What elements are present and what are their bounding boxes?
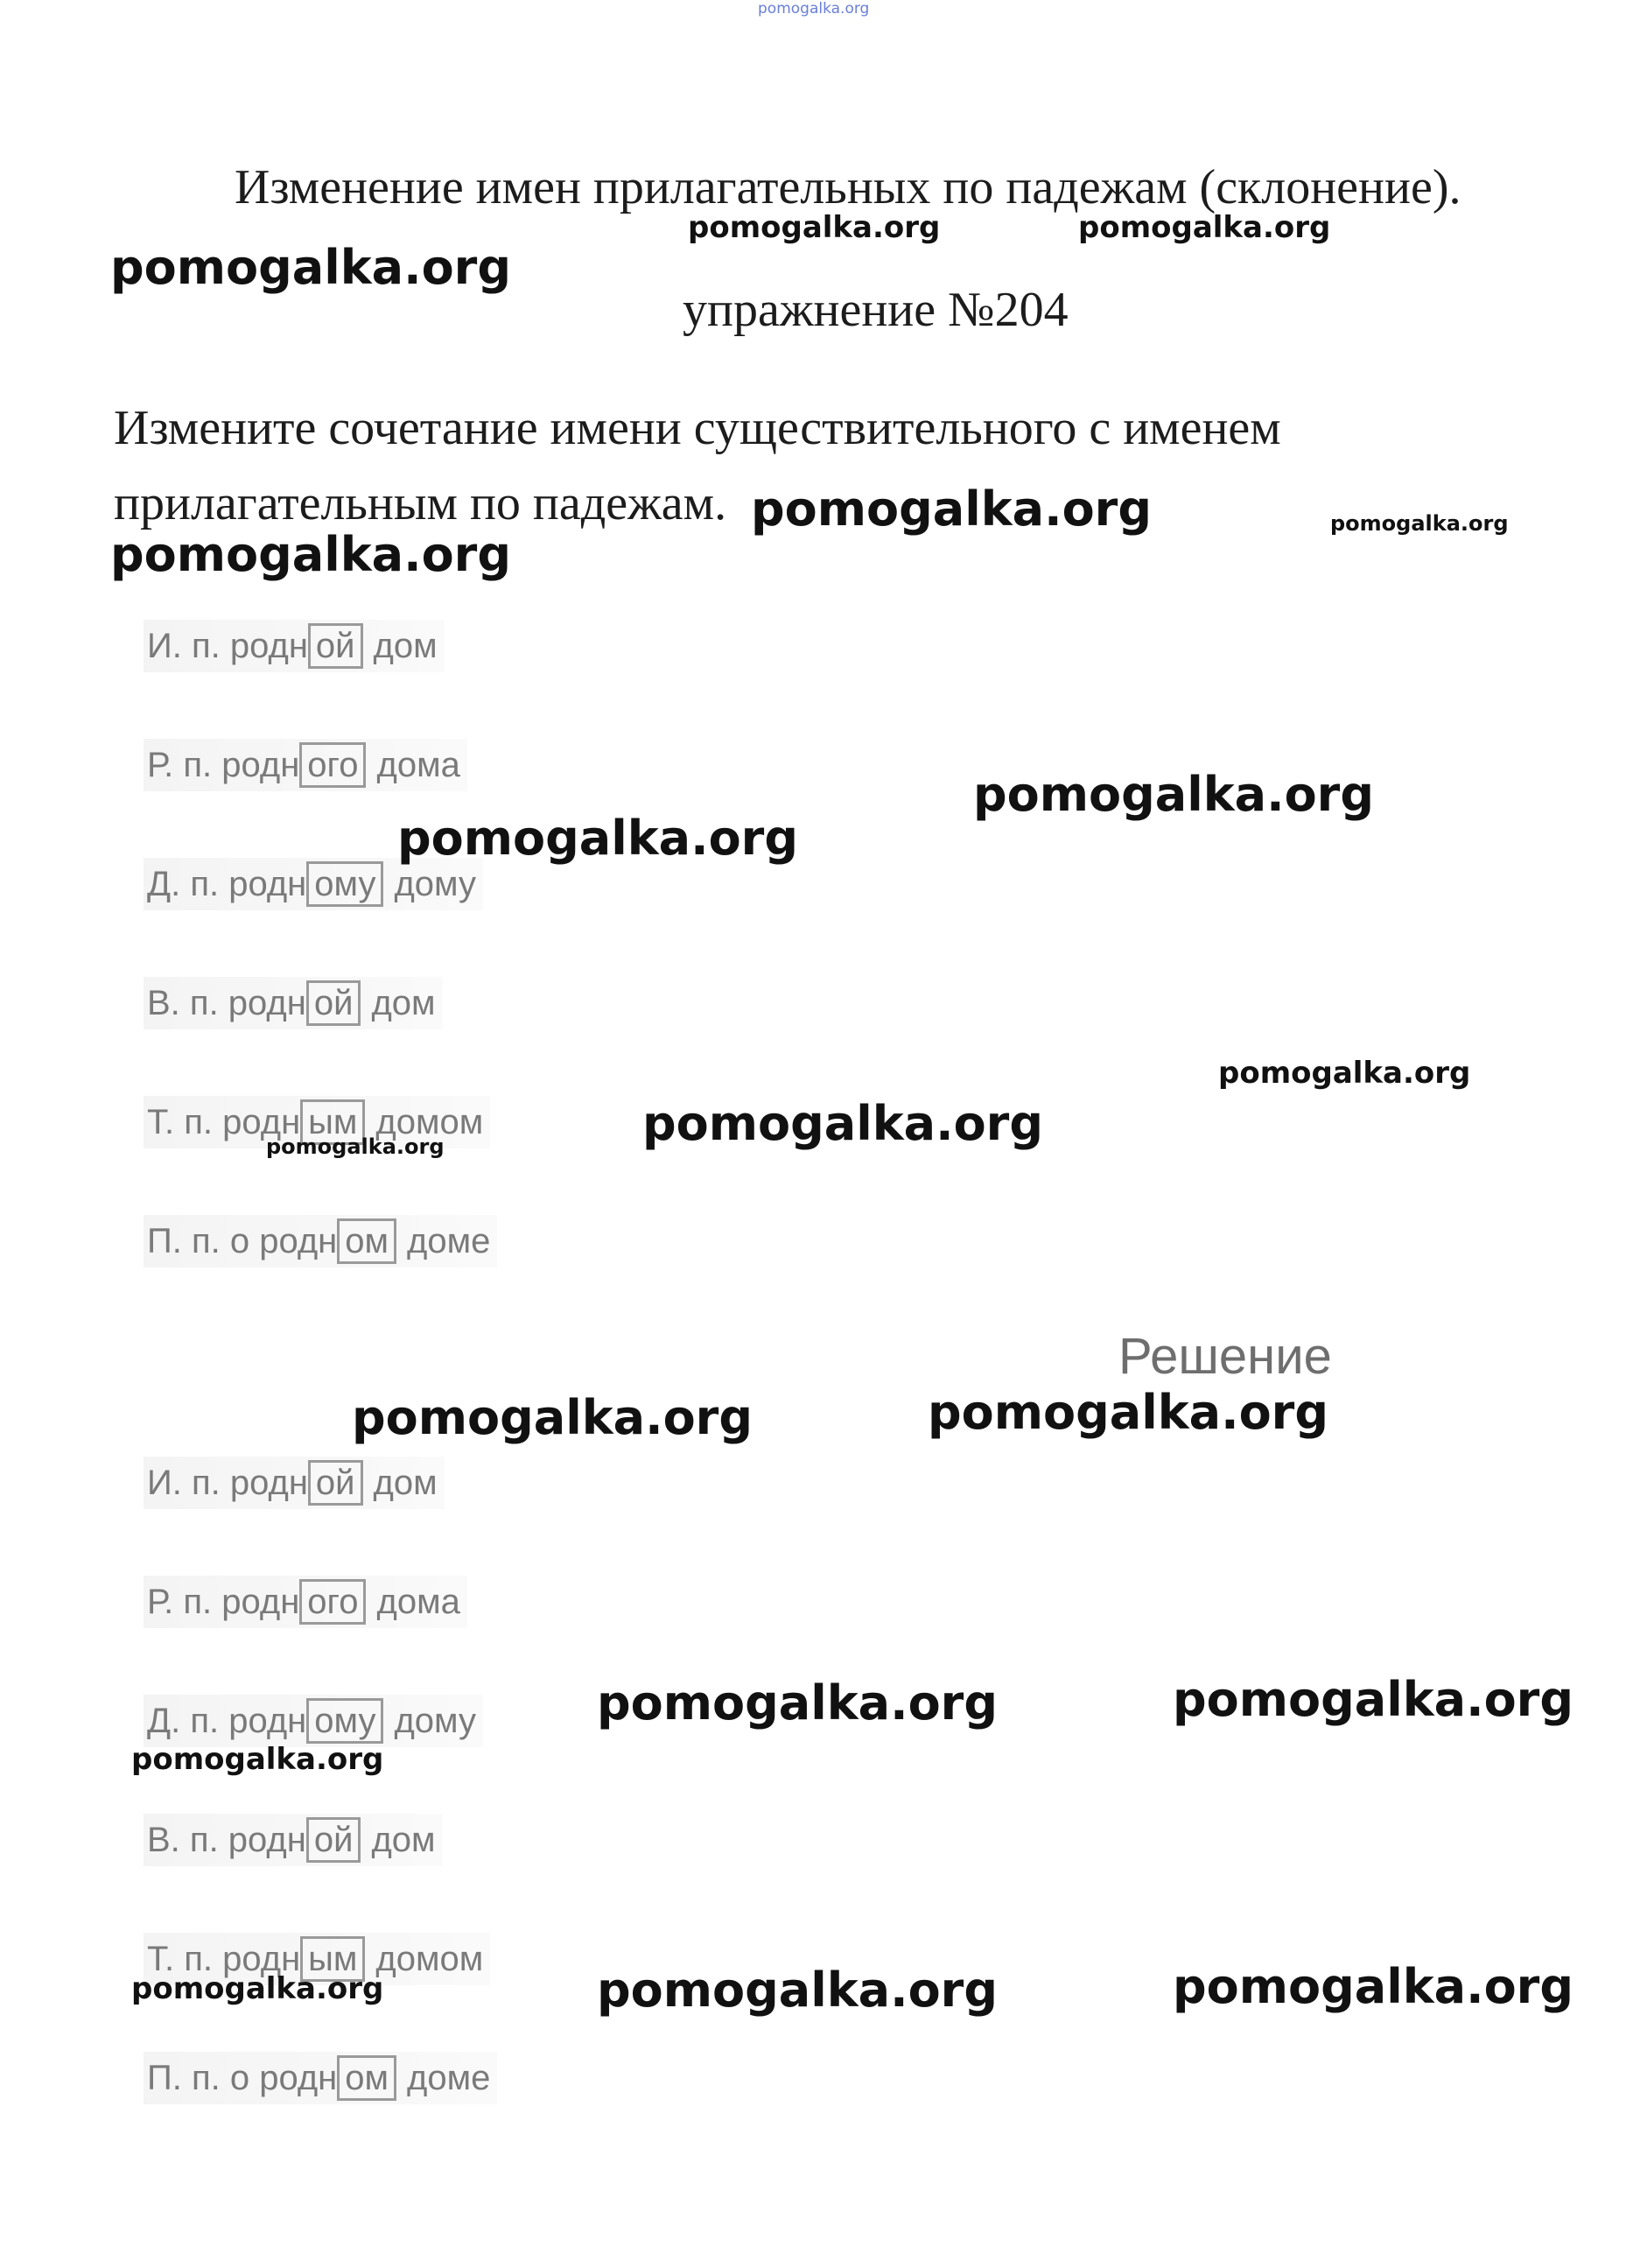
noun: домом <box>375 1939 484 1978</box>
solution-row-prepositional <box>144 2052 497 2104</box>
watermark: pomogalka.org <box>352 1390 753 1445</box>
case-prefix: И. п. родн <box>147 1463 308 1502</box>
case-prefix: В. п. родн <box>147 1820 306 1859</box>
ending-box: ой <box>306 1817 361 1863</box>
watermark: pomogalka.org <box>1330 511 1509 536</box>
ending-box: ому <box>306 1698 383 1744</box>
case-prefix: П. п. о родн <box>147 2058 338 2097</box>
solution-row-nominative <box>144 1457 445 1509</box>
noun: дом <box>371 1820 436 1859</box>
solution-row-dative <box>144 1695 483 1747</box>
watermark: pomogalka.org <box>110 240 511 295</box>
watermark: pomogalka.org <box>928 1385 1328 1440</box>
ending-box: ой <box>308 623 363 669</box>
watermark: pomogalka.org <box>131 1971 384 2006</box>
case-prefix: Д. п. родн <box>147 864 307 903</box>
ending-box: ому <box>306 861 383 907</box>
watermark: pomogalka.org <box>1218 1056 1471 1091</box>
noun: дома <box>376 745 460 784</box>
case-prefix: Р. п. родн <box>147 745 300 784</box>
case-prefix: Д. п. родн <box>147 1701 307 1740</box>
noun: дому <box>394 1701 476 1740</box>
noun: доме <box>407 1221 491 1260</box>
ending-box: ым <box>300 1936 365 1982</box>
case-prefix: Р. п. родн <box>147 1582 300 1621</box>
ending-box: ым <box>300 1099 365 1145</box>
ending-box: ом <box>337 1218 396 1264</box>
task-row-genitive <box>144 739 467 791</box>
noun: дом <box>373 626 438 665</box>
ending-box: ой <box>308 1460 363 1506</box>
watermark: pomogalka.org <box>973 767 1374 822</box>
task-row-prepositional <box>144 1215 497 1267</box>
watermark: pomogalka.org <box>110 527 511 582</box>
watermark: pomogalka.org <box>266 1134 445 1159</box>
noun: дому <box>394 864 476 903</box>
watermark: pomogalka.org <box>131 1742 384 1777</box>
solution-row-genitive <box>144 1576 467 1628</box>
watermark: pomogalka.org <box>1173 1959 1573 2014</box>
header-watermark: pomogalka.org <box>758 0 870 18</box>
watermark: pomogalka.org <box>597 1675 998 1731</box>
ending-box: ого <box>299 1579 366 1625</box>
noun: дом <box>373 1463 438 1502</box>
task-row-nominative <box>144 620 445 672</box>
watermark: pomogalka.org <box>1078 210 1331 245</box>
watermark: pomogalka.org <box>642 1096 1043 1151</box>
case-prefix: Т. п. родн <box>147 1102 301 1141</box>
ending-box: ого <box>299 742 366 788</box>
case-prefix: В. п. родн <box>147 983 306 1022</box>
instruction-line-1: Измените сочетание имени существительного с именем <box>114 401 1281 455</box>
solution-row-accusative <box>144 1814 443 1866</box>
instruction-line-2: прилагательным по падежам. <box>114 476 727 530</box>
page-title: Изменение имен прилагательных по падежам (склонение). <box>235 160 1461 214</box>
solution-title: Решение <box>1118 1328 1332 1385</box>
case-prefix: П. п. о родн <box>147 1221 338 1260</box>
ending-box: ой <box>306 980 361 1026</box>
noun: домом <box>375 1102 484 1141</box>
noun: доме <box>407 2058 491 2097</box>
watermark: pomogalka.org <box>597 1963 998 2018</box>
task-row-accusative <box>144 977 443 1029</box>
watermark: pomogalka.org <box>1173 1672 1573 1727</box>
noun: дома <box>376 1582 460 1621</box>
noun: дом <box>371 983 436 1022</box>
exercise-number: упражнение №204 <box>683 283 1069 337</box>
watermark: pomogalka.org <box>751 481 1152 537</box>
ending-box: ом <box>337 2055 396 2101</box>
case-prefix: И. п. родн <box>147 626 308 665</box>
watermark: pomogalka.org <box>397 811 798 866</box>
task-row-dative <box>144 858 483 910</box>
watermark: pomogalka.org <box>688 210 941 245</box>
case-prefix: Т. п. родн <box>147 1939 301 1978</box>
